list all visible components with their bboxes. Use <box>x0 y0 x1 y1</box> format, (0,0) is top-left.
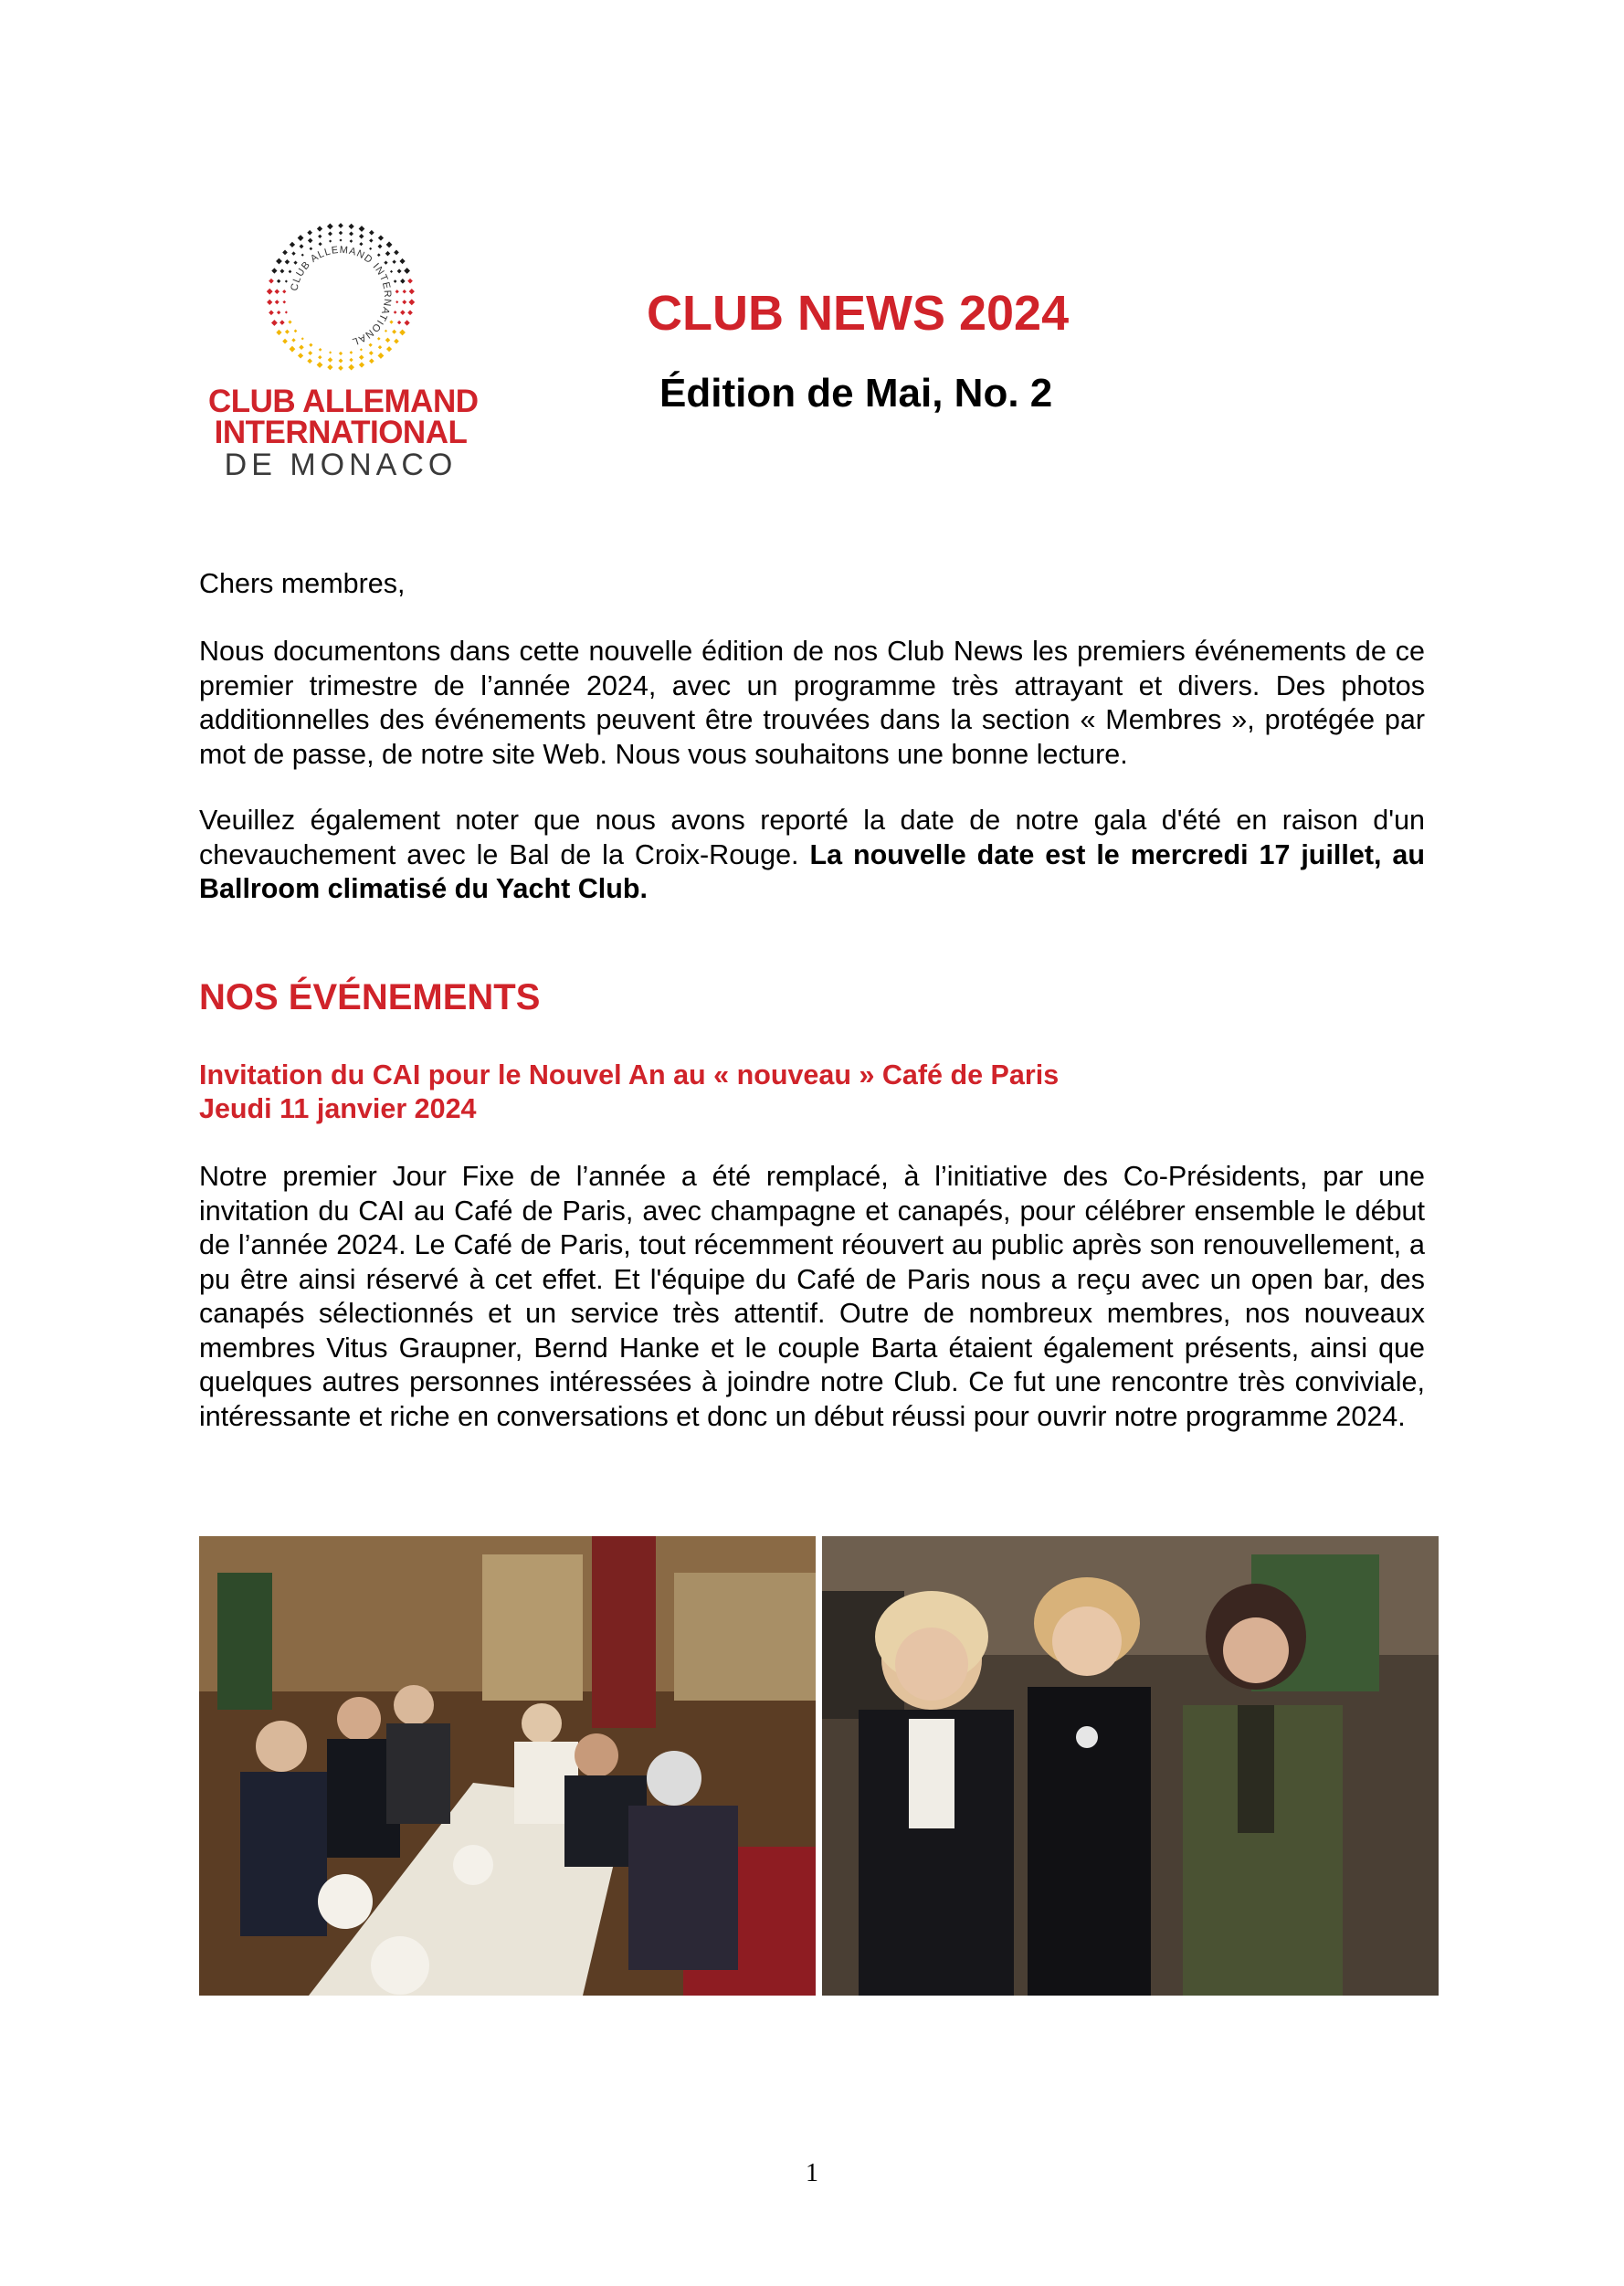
emblem-dot <box>285 311 288 313</box>
emblem-dot <box>282 250 288 256</box>
emblem-dot <box>307 358 312 363</box>
emblem-dot <box>359 354 364 360</box>
emblem-dot <box>389 321 393 324</box>
gala-new-date: La nouvelle date est le mercredi 17 juillet, au Ballroom climatisé du Yacht Club. <box>199 838 1425 904</box>
emblem-dot <box>291 251 295 255</box>
emblem-dot <box>407 279 413 284</box>
emblem-dot <box>294 330 298 333</box>
emblem-dot <box>394 279 397 283</box>
emblem-dot <box>285 330 290 334</box>
emblem-dot <box>349 358 353 362</box>
emblem-dot <box>328 231 332 236</box>
emblem-dot <box>397 269 402 273</box>
emblem-dot <box>377 337 381 341</box>
emblem-dot <box>309 343 312 347</box>
page-number: 1 <box>806 2159 818 2187</box>
emblem-dot <box>269 279 274 284</box>
emblem-dot <box>369 358 374 363</box>
emblem-dot <box>290 346 296 353</box>
edition-subtitle: Édition de Mai, No. 2 <box>659 371 1053 416</box>
emblem-dot <box>274 289 279 294</box>
emblem-dot <box>395 300 398 303</box>
event-title: Invitation du CAI pour le Nouvel An au « nouveau » Café de Paris <box>199 1059 1060 1090</box>
emblem-dot <box>386 346 392 352</box>
emblem-dot <box>291 338 295 342</box>
intro-paragraph: Nous documentons dans cette nouvelle édition de nos Club News les premiers événements de ce premier trimestre de l’année 2024, avec un programme très attrayant et divers. Des photos additionnelles des événements peuvent être trouvées dans la section « Membres », protégée par mot de passe, de notre site Web. Nous vous souhaitons une bonne lecture. <box>199 636 1425 770</box>
emblem-dot <box>310 247 313 250</box>
emblem-dot <box>298 235 304 241</box>
emblem-dot <box>282 300 286 304</box>
emblem-dot <box>318 355 322 359</box>
emblem-dot <box>290 242 295 248</box>
emblem-dot <box>377 253 381 257</box>
emblem-dot <box>285 259 290 265</box>
emblem-dot <box>369 248 372 250</box>
emblem-dot <box>318 242 322 246</box>
emblem-dot <box>327 364 332 370</box>
logo-line-1: CLUB ALLEMAND <box>208 384 479 419</box>
emblem-dot <box>350 239 353 243</box>
emblem-dot <box>400 279 406 284</box>
emblem-dot <box>329 240 332 243</box>
emblem-dot <box>392 260 395 264</box>
emblem-dot <box>338 223 343 228</box>
emblem-dot <box>384 261 387 265</box>
emblem-dot <box>271 320 278 326</box>
emblem-dot <box>327 223 333 229</box>
emblem-dot <box>409 289 415 294</box>
emblem-dot <box>403 290 406 293</box>
emblem-dot <box>308 351 312 355</box>
emblem-dot <box>267 289 273 295</box>
emblem-dot <box>269 311 274 316</box>
logo-line-3: DE MONACO <box>224 448 458 482</box>
emblem-dot <box>394 311 397 314</box>
emblem-dot <box>288 321 291 324</box>
emblem-dot <box>339 238 342 241</box>
page-title: CLUB NEWS 2024 <box>647 286 1070 341</box>
emblem-dot <box>385 338 391 343</box>
emblem-dot <box>329 351 332 353</box>
emblem-dot <box>308 238 313 244</box>
emblem-dot <box>378 235 384 240</box>
emblem-dot <box>289 270 292 274</box>
emblem-dot <box>338 365 343 371</box>
emblem-dot <box>386 241 393 248</box>
emblem-dot <box>275 300 279 304</box>
emblem-dot <box>369 238 373 242</box>
emblem-dot <box>349 224 354 229</box>
emblem-dot <box>348 364 354 371</box>
emblem-dot <box>285 279 288 282</box>
emblem-dot <box>359 242 363 246</box>
event-description: Notre premier Jour Fixe de l’année a été remplacé, à l’initiative des Co-Présidents, par une invitation du CAI au Café de Paris, avec champagne et canapés, pour célébrer ensemble le début de l’année 2024. Le Café de Paris, tout récemment réouvert au public après son renouvellement, a pu être ainsi réservé à cet effet. Et l'équipe du Café de Paris nous a reçu avec un open bar, des canapés sélectionnés et un service très attentif. Outre de nombreux membres, nos nouveaux membres Vitus Graupner, Bernd Hanke et le couple Barta étaient également présents, ainsi que quelques autres personnes intéressées à joindre notre Club. Ce fut une rencontre très conviviale, intéressante et riche en conversations et donc un début réussi pour ouvrir notre programme 2024. <box>199 1161 1425 1432</box>
emblem-dot <box>394 250 399 256</box>
section-heading: NOS ÉVÉNEMENTS <box>199 977 541 1017</box>
emblem-dot <box>298 353 303 358</box>
emblem-dot <box>328 357 333 363</box>
emblem-dot <box>293 261 297 265</box>
emblem-dot <box>267 300 272 305</box>
emblem-dot <box>317 362 323 368</box>
emblem-dot <box>397 321 401 324</box>
emblem-dot <box>318 235 322 238</box>
emblem-dot <box>279 269 284 273</box>
emblem-dot <box>339 231 343 235</box>
emblem-dot <box>385 251 391 257</box>
emblem-dot <box>400 310 406 315</box>
emblem-dot <box>276 258 282 265</box>
emblem-dot <box>299 344 304 350</box>
emblem-dot <box>404 268 410 274</box>
emblem-dot <box>392 330 396 334</box>
emblem-dot <box>378 353 385 359</box>
greeting: Chers membres, <box>199 568 406 599</box>
emblem-dot <box>279 320 285 325</box>
emblem-dot <box>390 270 393 273</box>
emblem-dot <box>399 330 406 336</box>
emblem-dot <box>301 337 304 340</box>
emblem-dot <box>319 348 322 352</box>
emblem-dot <box>369 230 374 236</box>
emblem-dot <box>276 330 281 335</box>
gala-notice-paragraph <box>199 804 1425 907</box>
event-photo-table <box>199 1536 816 1996</box>
emblem-dot <box>360 348 363 351</box>
gala-notice-text: Veuillez également noter que nous avons reporté la date de notre gala d'été en raison d'un chevauchement avec le Bal de la Croix-Rouge. <box>199 805 1425 870</box>
emblem-dot <box>394 339 399 344</box>
emblem-dot <box>395 290 399 293</box>
emblem-dot <box>402 300 406 304</box>
logo-ring-text: CLUB ALLEMAND INTERNATIONAL <box>289 244 394 348</box>
event-photo-guests <box>822 1536 1439 1996</box>
emblem-dot <box>350 351 353 354</box>
emblem-dot <box>300 244 304 248</box>
event-date: Jeudi 11 janvier 2024 <box>199 1093 477 1124</box>
emblem-dot <box>282 339 288 344</box>
emblem-dot <box>277 311 280 314</box>
club-emblem-icon <box>263 219 418 374</box>
emblem-dot <box>369 343 373 347</box>
emblem-dot <box>349 231 353 236</box>
emblem-dot <box>339 359 343 363</box>
emblem-dot <box>378 345 382 349</box>
emblem-dot <box>282 290 286 293</box>
emblem-dot <box>359 362 364 367</box>
emblem-dot <box>307 230 312 236</box>
emblem-dot <box>399 258 405 264</box>
emblem-dot <box>317 226 322 231</box>
emblem-dot <box>339 352 343 355</box>
emblem-dot <box>378 244 383 248</box>
emblem-dot <box>359 226 365 232</box>
emblem-dot <box>385 330 387 332</box>
emblem-dot <box>277 279 280 283</box>
emblem-dot <box>407 311 413 316</box>
logo-line-2: INTERNATIONAL <box>214 415 468 450</box>
emblem-dot <box>359 234 364 239</box>
emblem-dot <box>408 299 415 305</box>
club-logo <box>208 219 479 482</box>
emblem-dot <box>271 268 277 273</box>
emblem-dot <box>404 320 409 325</box>
emblem-dot <box>369 351 374 355</box>
emblem-dot <box>301 254 304 257</box>
svg-text:CLUB ALLEMAND INTERNATIONAL <box>289 245 393 348</box>
